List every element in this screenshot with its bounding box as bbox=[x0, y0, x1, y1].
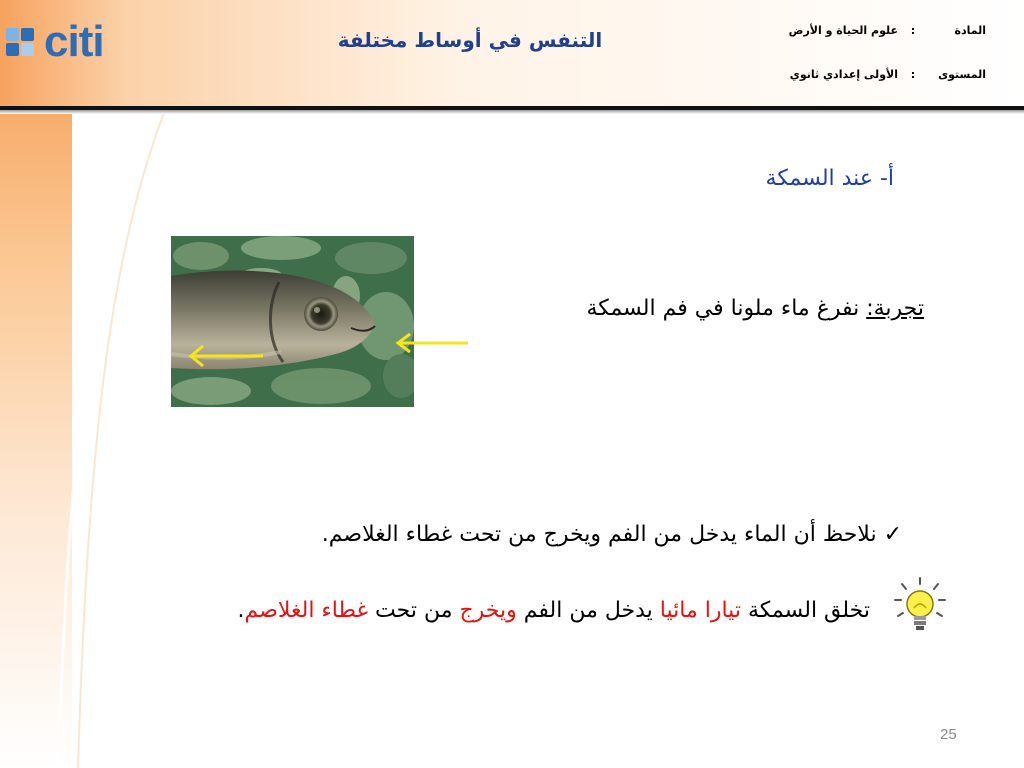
left-gradient-band bbox=[0, 0, 72, 768]
conclusion-part-1: تخلق السمكة bbox=[740, 598, 870, 623]
observation-line bbox=[322, 522, 902, 547]
fish-photo bbox=[171, 236, 414, 407]
fish-illustration bbox=[171, 236, 414, 407]
conclusion-part-2: يدخل من الفم bbox=[516, 598, 660, 623]
conclusion-highlight-exits: ويخرج bbox=[459, 598, 517, 623]
logo-mark-icon bbox=[6, 28, 40, 62]
conclusion-part-3: من تحت bbox=[368, 598, 460, 623]
conclusion-text bbox=[200, 590, 870, 632]
experiment-label: تجربة: bbox=[866, 296, 924, 321]
logo-text: citi bbox=[44, 17, 104, 66]
page-number: 25 bbox=[940, 726, 957, 743]
header-band bbox=[0, 0, 1024, 108]
meta-level-value: الأولى إعدادي ثانوي bbox=[789, 68, 898, 81]
check-bullet-icon: ✓ bbox=[883, 522, 902, 547]
meta-subject-label: المادة bbox=[954, 24, 986, 37]
water-inflow-arrow-icon bbox=[390, 328, 472, 358]
section-heading: أ- عند السمكة bbox=[765, 166, 894, 191]
conclusion-highlight-gill-cover: غطاء الغلاصم bbox=[244, 598, 369, 623]
conclusion-part-4: . bbox=[237, 598, 245, 623]
citi-logo bbox=[6, 17, 126, 66]
experiment-line bbox=[587, 296, 924, 321]
meta-subject-separator: : bbox=[910, 24, 916, 37]
observation-text: نلاحظ أن الماء يدخل من الفم ويخرج من تحت غطاء الغلاصم. bbox=[321, 522, 877, 547]
meta-subject-value: علوم الحياة و الأرض bbox=[788, 24, 898, 37]
meta-level-row bbox=[790, 68, 986, 81]
experiment-text: نفرغ ماء ملونا في فم السمكة bbox=[586, 296, 867, 321]
conclusion-highlight-water-current: تيارا مائيا bbox=[659, 598, 741, 623]
slide-title: التنفس في أوساط مختلفة bbox=[337, 28, 603, 52]
meta-subject-row bbox=[789, 24, 986, 37]
meta-level-separator: : bbox=[910, 68, 916, 81]
lightbulb-icon bbox=[892, 576, 948, 636]
header-divider-shadow bbox=[0, 110, 1024, 114]
meta-level-label: المستوى bbox=[938, 68, 986, 81]
